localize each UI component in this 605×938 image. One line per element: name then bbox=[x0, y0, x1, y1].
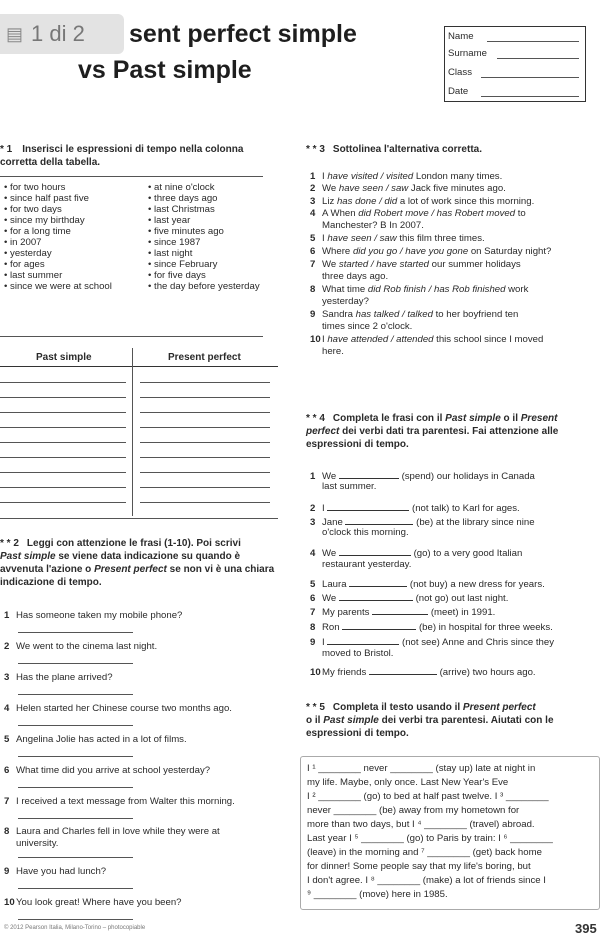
ex4-instructions-2: perfect dei verbi dati tra parentesi. Fai attenzione alle bbox=[306, 426, 559, 437]
ex4-item: 8 Ron (be) in hospital for three weeks. bbox=[310, 622, 553, 633]
ex4-instructions: * * 4 Completa le frasi con il Past simple o il Present bbox=[306, 413, 558, 424]
expression-item: • yesterday bbox=[4, 248, 52, 259]
table-answer-line[interactable] bbox=[140, 427, 270, 428]
ex5-text-line[interactable]: more than two days, but I ⁴ ________ (travel) abroad. bbox=[307, 819, 535, 830]
ex3-item[interactable]: 4 A When did Robert move / has Robert moved to bbox=[310, 208, 526, 219]
expression-item: • for two days bbox=[4, 204, 62, 215]
gap-input[interactable] bbox=[372, 605, 428, 615]
gap-input[interactable] bbox=[327, 635, 399, 645]
gap-input[interactable] bbox=[342, 620, 416, 630]
ex2-item: 2 We went to the cinema last night. bbox=[4, 641, 158, 652]
ex2-answer-line[interactable] bbox=[18, 632, 133, 633]
ex2-answer-line[interactable] bbox=[18, 694, 133, 695]
ex2-instructions-3: avvenuta l'azione o Present perfect se non vi è una chiara bbox=[0, 564, 275, 575]
student-info-box bbox=[444, 26, 586, 102]
ex2-item: 3 Has the plane arrived? bbox=[4, 672, 113, 683]
ex3-item[interactable]: 6 Where did you go / have you gone on Saturday night? bbox=[310, 246, 552, 257]
ex4-item: 4 We (go) to a very good Italian bbox=[310, 548, 523, 559]
ex2-item: 7 I received a text message from Walter this morning. bbox=[4, 796, 235, 807]
table-answer-line[interactable] bbox=[0, 397, 126, 398]
ex2-item: 5 Angelina Jolie has acted in a lot of films. bbox=[4, 734, 187, 745]
ex2-item: 9 Have you had lunch? bbox=[4, 866, 107, 877]
gap-input[interactable] bbox=[369, 665, 437, 675]
table-header-present-perfect: Present perfect bbox=[168, 352, 241, 363]
table-answer-line[interactable] bbox=[0, 412, 126, 413]
table-answer-line[interactable] bbox=[140, 472, 270, 473]
ex2-item-continued: university. bbox=[16, 838, 59, 849]
ex5-instructions: * * 5 Completa il testo usando il Present perfect bbox=[306, 702, 536, 713]
ex3-item[interactable]: 10I have attended / attended this school since I moved bbox=[310, 334, 544, 345]
expression-item: • for a long time bbox=[4, 226, 71, 237]
ex2-answer-line[interactable] bbox=[18, 787, 133, 788]
ex5-text-line[interactable]: I don't agree. I ⁸ ________ (make) a lot of friends since I bbox=[307, 875, 546, 886]
table-header-past-simple: Past simple bbox=[36, 352, 92, 363]
expression-item: • last summer bbox=[4, 270, 63, 281]
name-field-label: Name bbox=[448, 31, 474, 42]
page-title-line1: sent perfect simple bbox=[129, 20, 357, 48]
expression-item: • in 2007 bbox=[4, 237, 42, 248]
table-answer-line[interactable] bbox=[140, 457, 270, 458]
ex4-item: 6 We (not go) out last night. bbox=[310, 593, 509, 604]
table-answer-line[interactable] bbox=[0, 427, 126, 428]
ex5-text-line[interactable]: Last year I ⁵ ________ (go) to Paris by train: I ⁶ ________ bbox=[307, 833, 553, 844]
expression-item: • the day before yesterday bbox=[148, 281, 260, 292]
ex5-instructions-2: o il Past simple dei verbi tra parentesi. Aiutati con le bbox=[306, 715, 554, 726]
ex4-number: * * 4 bbox=[306, 413, 325, 424]
ex4-item: 5 Laura (not buy) a new dress for years. bbox=[310, 579, 545, 590]
ex4-item-continued: moved to Bristol. bbox=[322, 648, 394, 659]
date-field-label: Date bbox=[448, 86, 469, 97]
expression-item: • for ages bbox=[4, 259, 45, 270]
ex3-item[interactable]: 9 Sandra has talked / talked to her boyfriend ten bbox=[310, 309, 519, 320]
table-answer-line[interactable] bbox=[140, 397, 270, 398]
ex1-number: * 1 bbox=[0, 144, 13, 155]
gap-input[interactable] bbox=[345, 515, 413, 525]
ex2-answer-line[interactable] bbox=[18, 888, 133, 889]
table-answer-line[interactable] bbox=[140, 502, 270, 503]
ex4-item: 3 Jane (be) at the library since nine bbox=[310, 517, 535, 528]
gap-input[interactable] bbox=[339, 591, 413, 601]
ex2-number: * * 2 bbox=[0, 538, 19, 549]
expression-item: • for five days bbox=[148, 270, 206, 281]
ex2-answer-line[interactable] bbox=[18, 663, 133, 664]
ex5-text-line[interactable]: I ² ________ (go) to bed at half past twelve. I ³ ________ bbox=[307, 791, 549, 802]
ex3-item[interactable]: 1 I have visited / visited London many times. bbox=[310, 171, 503, 182]
expression-item: • since February bbox=[148, 259, 218, 270]
ex3-item-continued: three days ago. bbox=[322, 271, 389, 282]
footer-copyright: © 2012 Pearson Italia, Milano-Torino – photocopiable bbox=[4, 925, 146, 931]
ex4-item: 10My friends (arrive) two hours ago. bbox=[310, 667, 536, 678]
ex1-expression-column-2 bbox=[148, 182, 260, 292]
table-answer-line[interactable] bbox=[140, 382, 270, 383]
table-answer-line[interactable] bbox=[0, 382, 126, 383]
table-answer-line[interactable] bbox=[0, 487, 126, 488]
table-answer-line[interactable] bbox=[140, 487, 270, 488]
ex5-text-line[interactable]: never ________ (be) away from my hometown for bbox=[307, 805, 520, 816]
ex4-item: 9 I (not see) Anne and Chris since they bbox=[310, 637, 555, 648]
ex1-expression-column-1 bbox=[4, 182, 112, 292]
expression-item: • since 1987 bbox=[148, 237, 201, 248]
expression-item: • last Christmas bbox=[148, 204, 215, 215]
gap-input[interactable] bbox=[327, 501, 409, 511]
ex2-instructions-2: Past simple se viene data indicazione su quando è bbox=[0, 551, 241, 562]
ex4-item: 2 I (not talk) to Karl for ages. bbox=[310, 503, 520, 514]
expression-item: • since my birthday bbox=[4, 215, 85, 226]
table-answer-line[interactable] bbox=[0, 457, 126, 458]
expression-item: • last year bbox=[148, 215, 191, 226]
table-answer-line[interactable] bbox=[140, 442, 270, 443]
ex5-text-line[interactable]: my life. Maybe, only once. Last New Year's Eve bbox=[307, 777, 509, 788]
ex2-answer-line[interactable] bbox=[18, 725, 133, 726]
ex2-item: 4 Helen started her Chinese course two months ago. bbox=[4, 703, 232, 714]
page-indicator-text: 1 di 2 bbox=[31, 21, 85, 46]
table-answer-line[interactable] bbox=[0, 442, 126, 443]
ex5-instructions-3: espressioni di tempo. bbox=[306, 728, 409, 739]
gap-input[interactable] bbox=[349, 577, 407, 587]
expression-item: • at nine o'clock bbox=[148, 182, 215, 193]
ex4-item-continued: o'clock this morning. bbox=[322, 527, 409, 538]
ex3-item-continued: Manchester? B In 2007. bbox=[322, 220, 424, 231]
ex5-text-line[interactable]: I ¹ ________ never ________ (stay up) late at night in bbox=[307, 763, 536, 774]
expression-item: • last night bbox=[148, 248, 193, 259]
ex2-item: 8 Laura and Charles fell in love while they were at bbox=[4, 826, 220, 837]
table-answer-line[interactable] bbox=[0, 472, 126, 473]
ex4-item: 7 My parents (meet) in 1991. bbox=[310, 607, 496, 618]
ex4-item-continued: last summer. bbox=[322, 481, 377, 492]
ex5-text-line[interactable]: ⁹ ________ (move) here in 1985. bbox=[307, 889, 448, 900]
table-answer-line[interactable] bbox=[0, 502, 126, 503]
ex2-answer-line[interactable] bbox=[18, 919, 133, 920]
ex2-item: 1 Has someone taken my mobile phone? bbox=[4, 610, 183, 621]
expression-item: • three days ago bbox=[148, 193, 218, 204]
ex5-text-box bbox=[300, 756, 600, 910]
ex3-item[interactable]: 5 I have seen / saw this film three times. bbox=[310, 233, 485, 244]
table-answer-line[interactable] bbox=[140, 412, 270, 413]
ex5-number: * * 5 bbox=[306, 702, 325, 713]
ex3-item[interactable]: 8 What time did Rob finish / has Rob finished work bbox=[310, 284, 529, 295]
class-field-label: Class bbox=[448, 67, 472, 78]
ex1-instructions-2: corretta della tabella. bbox=[0, 157, 101, 168]
document-icon: ▤ bbox=[6, 23, 24, 44]
ex3-item[interactable]: 3 Liz has done / did a lot of work since this morning. bbox=[310, 196, 535, 207]
ex2-answer-line[interactable] bbox=[18, 756, 133, 757]
ex2-answer-line[interactable] bbox=[18, 818, 133, 819]
ex1-instructions: * 1 Inserisci le espressioni di tempo nella colonna bbox=[0, 144, 244, 155]
ex4-instructions-3: espressioni di tempo. bbox=[306, 439, 409, 450]
gap-input[interactable] bbox=[339, 469, 399, 479]
page-title-line2: vs Past simple bbox=[78, 56, 252, 84]
ex2-instructions-4: indicazione di tempo. bbox=[0, 577, 102, 588]
ex4-item: 1 We (spend) our holidays in Canada bbox=[310, 471, 535, 482]
ex3-item-continued: times since 2 o'clock. bbox=[322, 321, 413, 332]
answer-table-divider bbox=[132, 348, 133, 516]
expression-item: • for two hours bbox=[4, 182, 66, 193]
expression-item: • since half past five bbox=[4, 193, 89, 204]
ex2-item: 6 What time did you arrive at school yesterday? bbox=[4, 765, 211, 776]
page-indicator-badge[interactable] bbox=[0, 14, 124, 54]
ex3-item-continued: yesterday? bbox=[322, 296, 369, 307]
ex3-number: * * 3 bbox=[306, 144, 325, 155]
ex3-item[interactable]: 7 We started / have started our summer holidays bbox=[310, 259, 521, 270]
expression-item: • since we were at school bbox=[4, 281, 112, 292]
expression-item: • five minutes ago bbox=[148, 226, 224, 237]
surname-field-label: Surname bbox=[448, 48, 487, 59]
ex3-item-continued: here. bbox=[322, 346, 344, 357]
ex5-text-line[interactable]: (leave) in the morning and ⁷ ________ (get) back home bbox=[307, 847, 542, 858]
page-number: 395 bbox=[575, 921, 597, 936]
ex3-item[interactable]: 2 We have seen / saw Jack five minutes ago. bbox=[310, 183, 506, 194]
gap-input[interactable] bbox=[339, 546, 411, 556]
ex5-text-line[interactable]: for dinner! Some people say that my life's boring, but bbox=[307, 861, 531, 872]
ex3-instructions: * * 3 Sottolinea l'alternativa corretta. bbox=[306, 144, 482, 155]
ex2-answer-line[interactable] bbox=[18, 857, 133, 858]
ex2-instructions: * * 2 Leggi con attenzione le frasi (1-10). Poi scrivi bbox=[0, 538, 241, 549]
ex4-item-continued: restaurant yesterday. bbox=[322, 559, 412, 570]
ex2-item: 10You look great! Where have you been? bbox=[4, 897, 182, 908]
